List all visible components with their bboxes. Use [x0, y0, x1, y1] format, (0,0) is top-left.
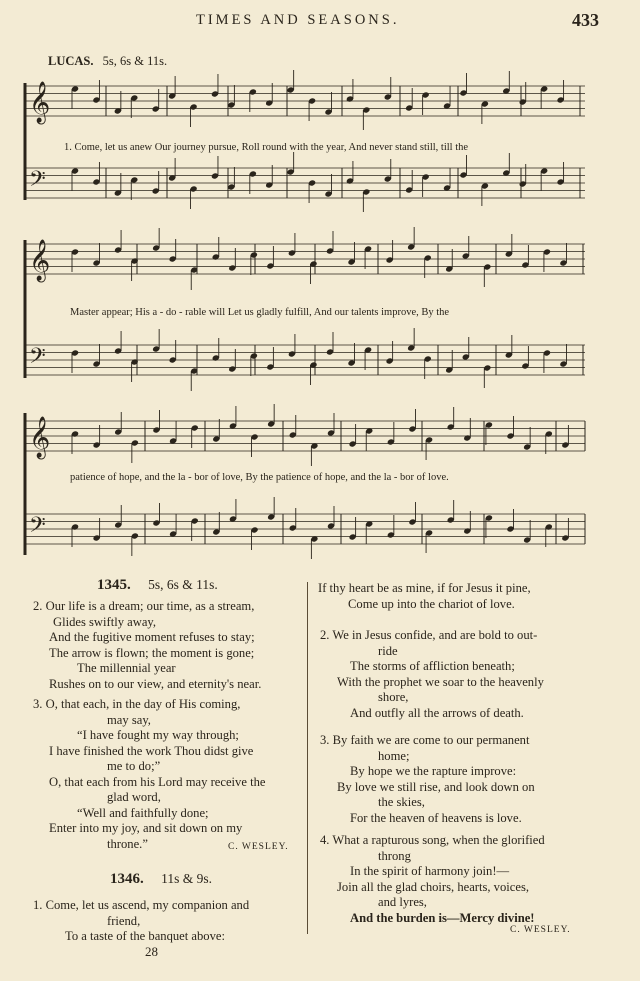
verse-line: O, that each from his Lord may receive the	[49, 774, 266, 789]
hymn-1346-heading	[110, 871, 212, 888]
verse-line: The arrow is flown; the moment is gone;	[49, 645, 255, 660]
verse-line: And outfly all the arrows of death.	[350, 705, 524, 720]
hymn-1345-verse-1-end	[318, 581, 531, 612]
verse-line: home;	[378, 748, 410, 763]
verse-line: 2. Our life is a dream; our time, as a stream,	[33, 599, 255, 613]
verse-line: To a taste of the banquet above:	[65, 929, 225, 943]
bass-clef-icon: 𝄢	[29, 513, 46, 543]
treble-clef-icon: 𝄞	[29, 240, 51, 281]
lyric-line-2: Master appear; His a - do - rable will Let us gladly fulfill, And our talents improve, By the	[70, 307, 450, 318]
verse-line: 2. We in Jesus confide, and are bold to out-	[320, 628, 538, 642]
bass-clef-icon: 𝄢	[29, 344, 46, 374]
verse-line: may say,	[107, 712, 151, 727]
hymn-1346-verse-1	[33, 898, 249, 945]
hymn-1346-meter: 11s & 9s.	[161, 871, 213, 886]
tune-meter: 5s, 6s & 11s.	[102, 54, 168, 68]
treble-clef-icon: 𝄞	[29, 82, 51, 123]
verse-line: I have finished the work Thou didst give	[49, 743, 254, 758]
signature-mark: 28	[145, 944, 158, 959]
column-divider	[307, 582, 308, 934]
hymn-1345-right-verse-3	[320, 733, 535, 826]
verse-line: In the spirit of harmony join!—	[350, 864, 510, 878]
page-number: 433	[572, 10, 599, 30]
verse-line: “I have fought my way through;	[77, 728, 239, 742]
lyric-line-1: 1. Come, let us anew Our journey pursue, Roll round with the year, And never stand still, till the	[64, 142, 469, 153]
verse-line: 3. By faith we are come to our permanent	[320, 733, 530, 747]
hymn-1345-right-author: C. WESLEY.	[510, 925, 571, 935]
hymn-1345-right-verse-2	[320, 628, 544, 721]
hymn-1345-right-verse-4	[320, 833, 545, 926]
running-head: TIMES AND SEASONS.	[196, 12, 400, 28]
verse-line: By hope we the rapture improve:	[350, 764, 517, 778]
hymn-1345-verse-3	[33, 697, 265, 852]
verse-line: shore,	[378, 690, 409, 704]
hymn-1345-meter: 5s, 6s & 11s.	[148, 577, 218, 592]
hymn-1346-number: 1346.	[110, 871, 144, 887]
verse-line: and lyres,	[378, 895, 427, 909]
verse-line: And the burden is—Mercy divine!	[350, 910, 535, 925]
verse-line: me to do;”	[107, 759, 161, 773]
verse-line: The millennial year	[77, 661, 176, 675]
verse-line: The storms of affliction beneath;	[350, 659, 515, 673]
verse-line: For the heaven of heavens is love.	[350, 810, 522, 825]
verse-line: “Well and faithfully done;	[77, 805, 209, 820]
verse-line: Join all the glad choirs, hearts, voices,	[337, 879, 530, 894]
verse-line: Come up into the chariot of love.	[348, 596, 515, 611]
verse-line: friend,	[107, 913, 141, 928]
hymn-1345-author: C. WESLEY.	[228, 842, 289, 852]
verse-line: Enter into my joy, and sit down on my	[49, 821, 243, 835]
verse-line: Glides swiftly away,	[53, 614, 157, 629]
verse-line: 1. Come, let us ascend, my companion and	[33, 898, 250, 912]
tune-name: LUCAS.	[48, 54, 94, 68]
verse-line: 3. O, that each, in the day of His coming,	[33, 697, 241, 711]
verse-line: throne.”	[107, 836, 148, 851]
hymn-1345-verse-2	[33, 599, 261, 692]
verse-line: glad word,	[107, 790, 161, 804]
verse-line: 4. What a rapturous song, when the glorified	[320, 833, 545, 847]
verse-line: With the prophet we soar to the heavenly	[337, 674, 544, 689]
treble-clef-icon: 𝄞	[29, 417, 51, 458]
hymn-1345-heading	[97, 577, 218, 594]
verse-line: Rushes on to our view, and eternity's near.	[49, 676, 262, 691]
verse-line: the skies,	[378, 795, 425, 809]
lyric-line-3: patience of hope, and the la - bor of love, By the patience of hope, and the la - bor of love.	[70, 472, 449, 483]
verse-line: By love we still rise, and look down on	[337, 779, 535, 794]
verse-line: If thy heart be as mine, if for Jesus it pine,	[318, 581, 531, 595]
verse-line: throng	[378, 848, 411, 863]
bass-clef-icon: 𝄢	[29, 167, 46, 197]
verse-line: And the fugitive moment refuses to stay;	[49, 630, 255, 644]
verse-line: ride	[378, 643, 398, 658]
hymn-1345-number: 1345.	[97, 577, 131, 593]
